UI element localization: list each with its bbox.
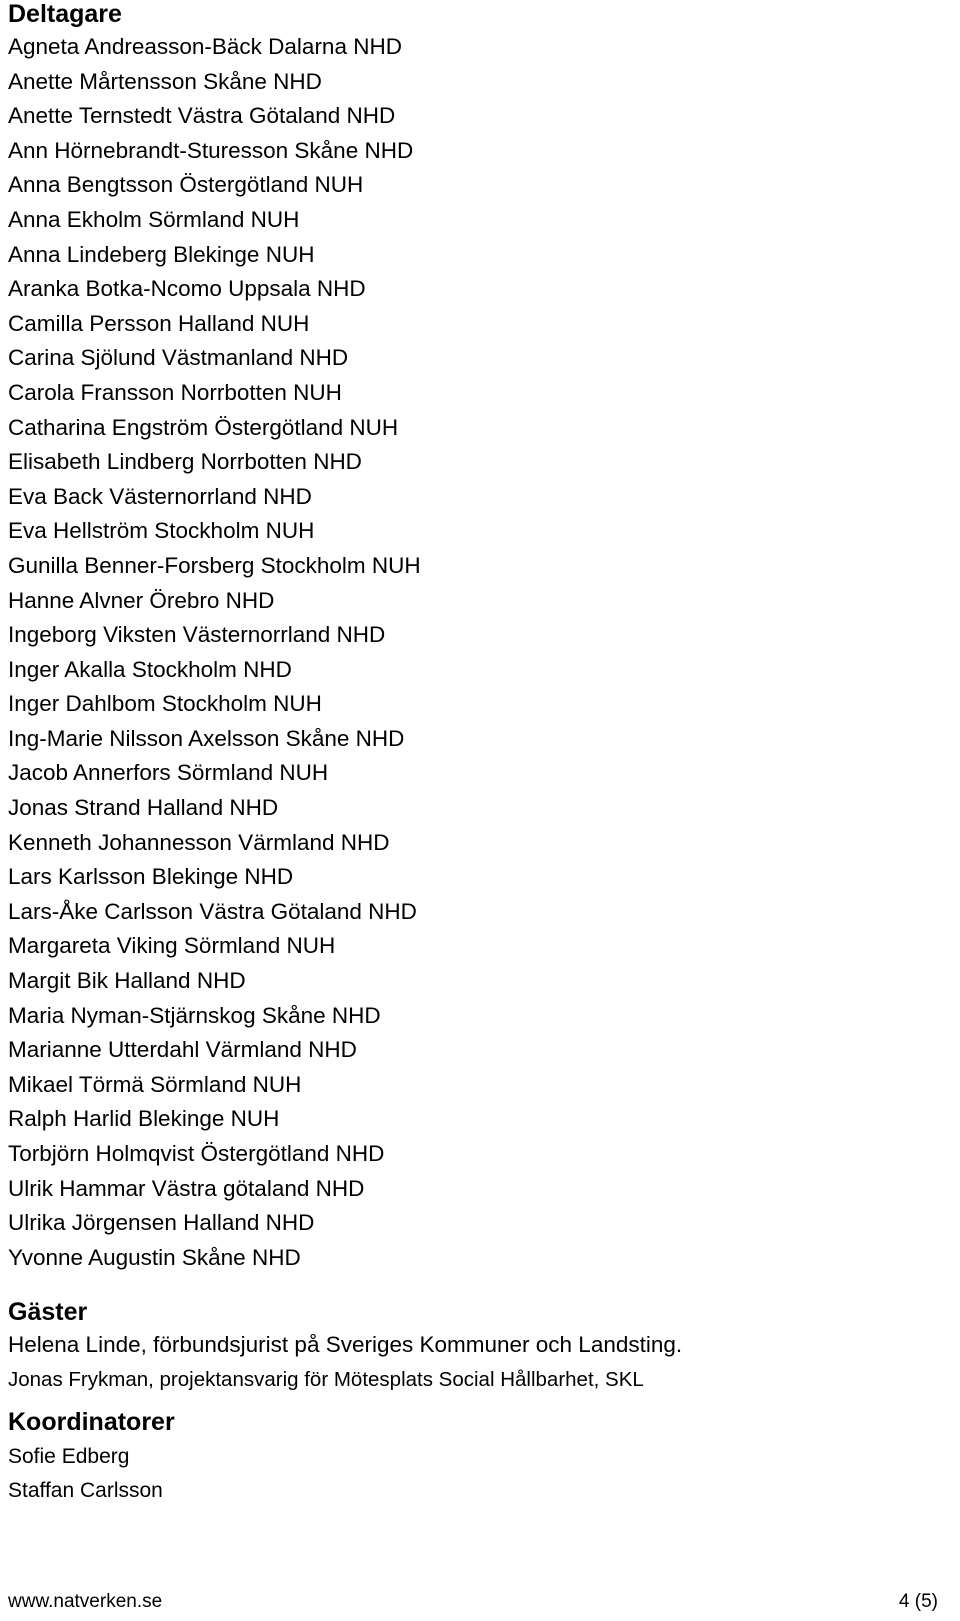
participant-entry: Anna Bengtsson Östergötland NUH: [8, 172, 364, 198]
participant-entry: Ulrika Jörgensen Halland NHD: [8, 1210, 315, 1236]
participant-entry: Elisabeth Lindberg Norrbotten NHD: [8, 449, 362, 475]
participant-entry: Kenneth Johannesson Värmland NHD: [8, 829, 390, 855]
coordinator-entry: Staffan Carlsson: [8, 1478, 163, 1502]
page-number: 4 (5): [898, 1591, 938, 1612]
participant-entry: Mikael Törmä Sörmland NUH: [8, 1071, 302, 1097]
page-footer: [8, 1590, 938, 1614]
participant-entry: Hanne Alvner Örebro NHD: [8, 587, 275, 613]
section-heading-koordinatorer: Koordinatorer: [8, 1408, 175, 1436]
guest-entry: Jonas Frykman, projektansvarig för Mötesplats Social Hållbarhet, SKL: [8, 1367, 644, 1391]
participant-entry: Maria Nyman-Stjärnskog Skåne NHD: [8, 1002, 381, 1028]
participant-entry: Yvonne Augustin Skåne NHD: [8, 1244, 301, 1270]
participant-entry: Torbjörn Holmqvist Östergötland NHD: [8, 1141, 385, 1166]
participant-entry: Ann Hörnebrandt-Sturesson Skåne NHD: [8, 137, 414, 163]
participant-entry: Inger Akalla Stockholm NHD: [8, 656, 292, 682]
participant-entry: Margit Bik Halland NHD: [8, 968, 246, 994]
participant-entry: Ralph Harlid Blekinge NUH: [8, 1106, 280, 1132]
participant-entry: Jonas Strand Halland NHD: [8, 795, 279, 821]
participant-entry: Anna Ekholm Sörmland NUH: [8, 206, 300, 232]
participant-entry: Ingeborg Viksten Västernorrland NHD: [8, 622, 386, 648]
participant-entry: Anette Ternstedt Västra Götaland NHD: [8, 103, 396, 129]
participant-entry: Ulrik Hammar Västra götaland NHD: [8, 1175, 365, 1201]
participant-entry: Anna Lindeberg Blekinge NUH: [8, 241, 315, 267]
participant-entry: Carina Sjölund Västmanland NHD: [8, 345, 349, 371]
participant-entry: Inger Dahlbom Stockholm NUH: [8, 691, 322, 717]
participant-entry: Marianne Utterdahl Värmland NHD: [8, 1037, 357, 1063]
participant-entry: Margareta Viking Sörmland NUH: [8, 933, 336, 959]
participant-entry: Jacob Annerfors Sörmland NUH: [8, 760, 329, 786]
section-heading-deltagare: Deltagare: [8, 0, 122, 28]
participant-entry: Gunilla Benner-Forsberg Stockholm NUH: [8, 552, 421, 578]
participant-entry: Lars-Åke Carlsson Västra Götaland NHD: [8, 898, 417, 924]
footer-url: www.natverken.se: [8, 1591, 163, 1612]
participant-entry: Carola Fransson Norrbotten NUH: [8, 379, 342, 405]
participant-entry: Aranka Botka-Ncomo Uppsala NHD: [8, 276, 366, 302]
coordinator-list: [8, 1440, 163, 1507]
participant-list: [8, 30, 421, 1275]
participant-entry: Agneta Andreasson-Bäck Dalarna NHD: [8, 34, 402, 59]
participant-entry: Eva Back Västernorrland NHD: [8, 483, 312, 509]
participant-entry: Lars Karlsson Blekinge NHD: [8, 864, 294, 890]
participant-entry: Catharina Engström Östergötland NUH: [8, 414, 399, 440]
guest-entry: Helena Linde, förbundsjurist på Sveriges Kommuner och Landsting.: [8, 1332, 683, 1357]
participant-entry: Anette Mårtensson Skåne NHD: [8, 68, 322, 94]
section-heading-gaster: Gäster: [8, 1298, 88, 1326]
coordinator-entry: Sofie Edberg: [8, 1445, 130, 1468]
participant-entry: Camilla Persson Halland NUH: [8, 310, 310, 336]
participant-entry: Eva Hellström Stockholm NUH: [8, 518, 315, 544]
guest-list: [8, 1328, 682, 1397]
participant-entry: Ing-Marie Nilsson Axelsson Skåne NHD: [8, 725, 405, 751]
